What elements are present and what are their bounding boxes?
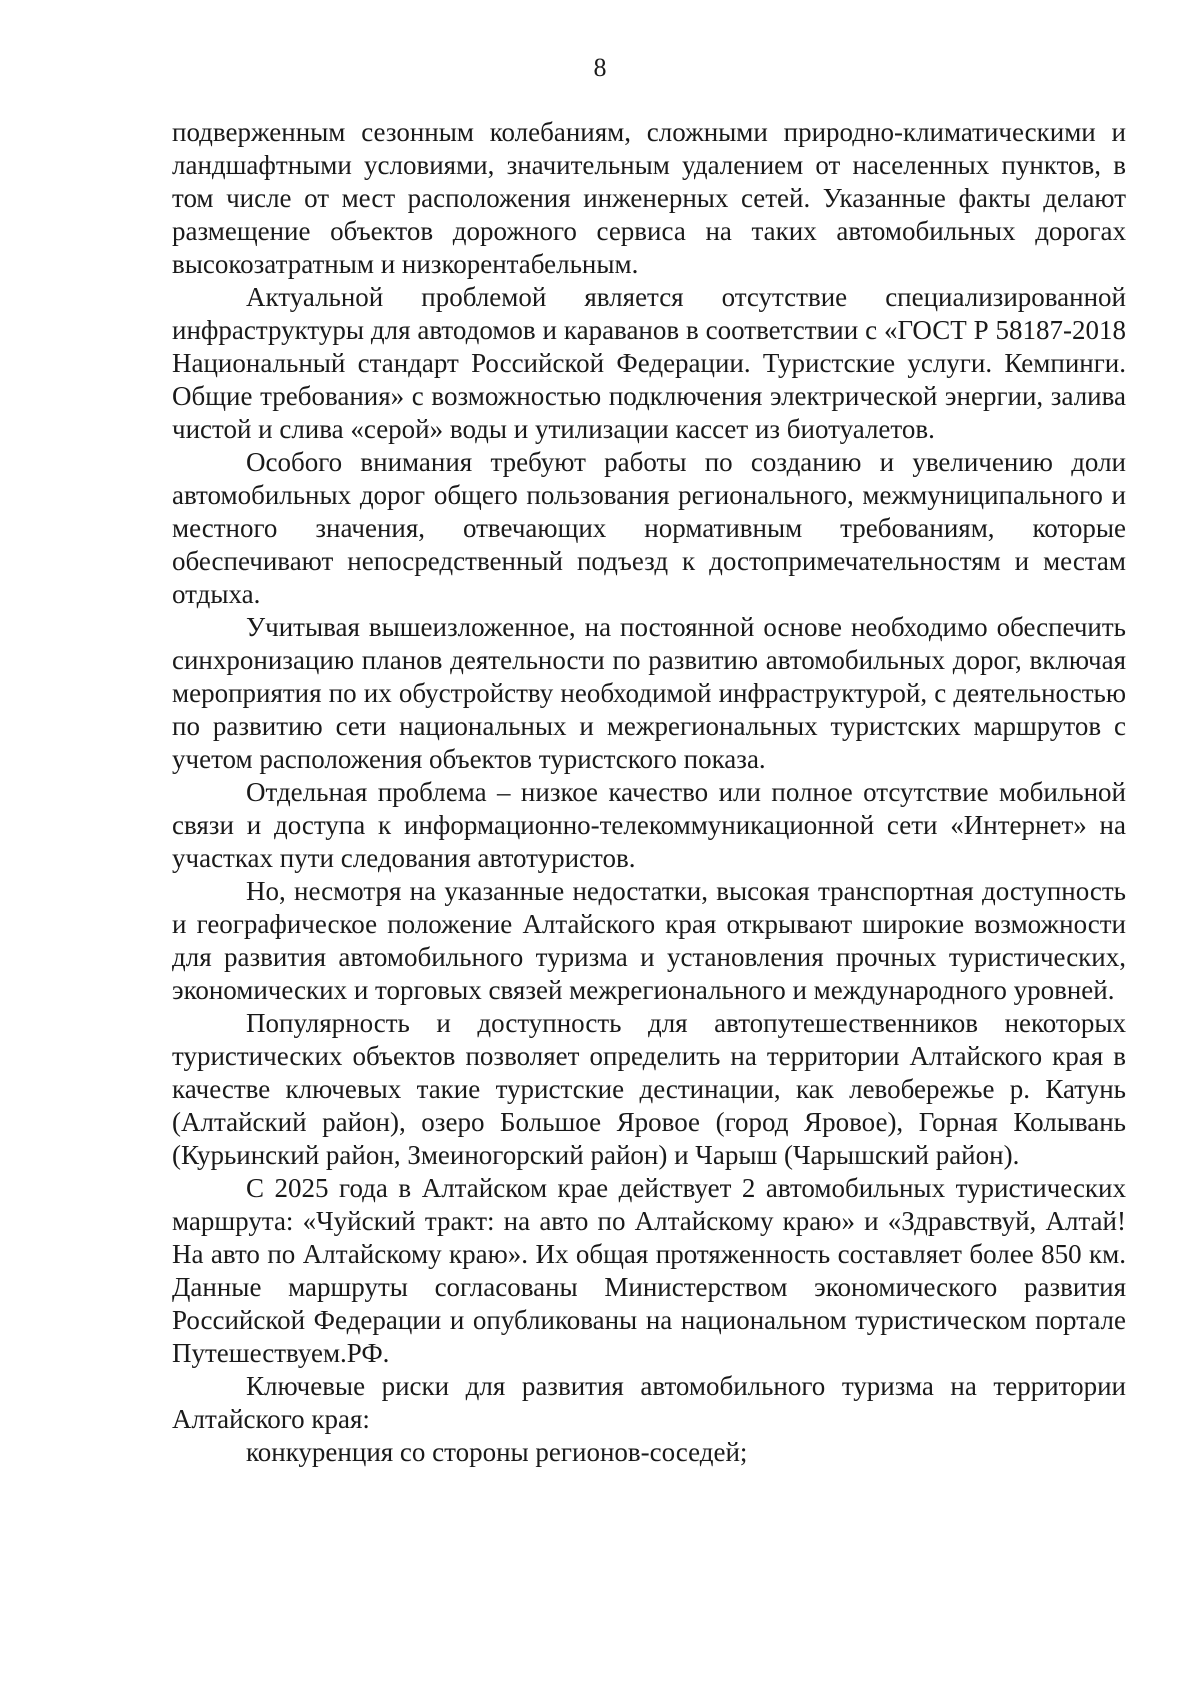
- page-number: 8: [593, 53, 607, 82]
- paragraph: Популярность и доступность для автопутешественников некоторых туристических объектов позволяет определить на территории Алтайского края в качестве ключевых такие туристские дестинации, как левобережье р. Катунь (Алтайский район), озеро Большое Яровое (город Яровое), Горная Колывань (Курьинский район, Змеиногорский район) и Чарыш (Чарышский район).: [172, 1008, 1126, 1170]
- paragraph: Учитывая вышеизложенное, на постоянной основе необходимо обеспечить синхронизацию планов деятельности по развитию автомобильных дорог, включая мероприятия по их обустройству необходимой инфраструктурой, с деятельностью по развитию сети национальных и межрегиональных туристских маршрутов с учетом расположения объектов туристского показа.: [172, 612, 1126, 774]
- paragraph: Ключевые риски для развития автомобильного туризма на территории Алтайского края:: [172, 1371, 1126, 1434]
- paragraph: Актуальной проблемой является отсутствие специализированной инфраструктуры для автодомов и караванов в соответствии с «ГОСТ Р 58187-2018 Национальный стандарт Российской Федерации. Туристские услуги. Кемпинги. Общие требования» с возможностью подключения электрической энергии, залива чистой и слива «серой» воды и утилизации кассет из биотуалетов.: [172, 282, 1126, 444]
- document-body: [172, 116, 1126, 1469]
- paragraph: Особого внимания требуют работы по созданию и увеличению доли автомобильных дорог общего пользования регионального, межмуниципального и местного значения, отвечающих нормативным требованиям, которые обеспечивают непосредственный подъезд к достопримечательностям и местам отдыха.: [172, 447, 1126, 609]
- paragraph: подверженным сезонным колебаниям, сложными природно-климатическими и ландшафтными условиями, значительным удалением от населенных пунктов, в том числе от мест расположения инженерных сетей. Указанные факты делают размещение объектов дорожного сервиса на таких автомобильных дорогах высокозатратным и низкорентабельным.: [172, 117, 1126, 279]
- paragraph: С 2025 года в Алтайском крае действует 2 автомобильных туристических маршрута: «Чуйский тракт: на авто по Алтайскому краю» и «Здравствуй, Алтай! На авто по Алтайскому краю». Их общая протяженность составляет более 850 км. Данные маршруты согласованы Министерством экономического развития Российской Федерации и опубликованы на национальном туристическом портале Путешествуем.РФ.: [172, 1173, 1126, 1368]
- paragraph: Отдельная проблема – низкое качество или полное отсутствие мобильной связи и доступа к информационно-телекоммуникационной сети «Интернет» на участках пути следования автотуристов.: [172, 777, 1126, 873]
- list-item: конкуренция со стороны регионов-соседей;: [246, 1437, 748, 1467]
- paragraph: Но, несмотря на указанные недостатки, высокая транспортная доступность и географическое положение Алтайского края открывают широкие возможности для развития автомобильного туризма и установления прочных туристических, экономических и торговых связей межрегионального и международного уровней.: [172, 876, 1126, 1005]
